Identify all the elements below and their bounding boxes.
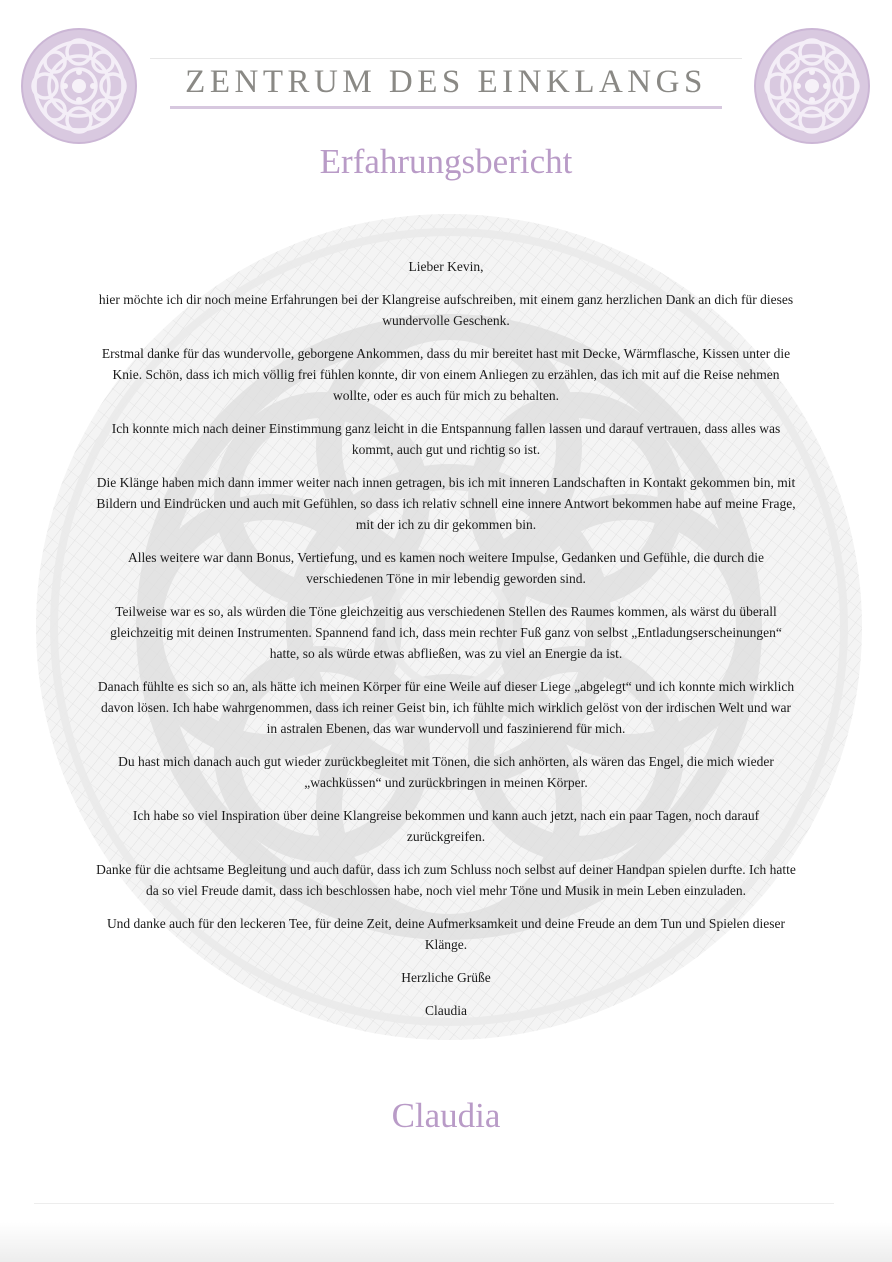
letter-paragraph: Du hast mich danach auch gut wieder zurückbegleitet mit Tönen, die sich anhörten, als wären das Engel, die mich wieder „wachküssen“ und zurückbringen in meinen Körper. [118, 754, 774, 790]
letter-paragraph: Erstmal danke für das wundervolle, geborgene Ankommen, dass du mir bereitet hast mit Decke, Wärmflasche, Kissen unter die Knie. Schön, dass ich mich völlig frei fühlen konnte, dir von einem Anliegen zu erzählen, das ich mit auf die Reise nehmen wollte, oder es auch für mich zu behalten. [101, 346, 791, 403]
letter-paragraph: Ich habe so viel Inspiration über deine Klangreise bekommen und kann auch jetzt, nach ein paar Tagen, noch darauf zurückgreifen. [132, 808, 760, 844]
footer-divider [34, 1203, 834, 1204]
letter-closing: Herzliche Grüße [401, 970, 491, 985]
letter-paragraph: hier möchte ich dir noch meine Erfahrungen bei der Klangreise aufschreiben, mit einem ganz herzlichen Dank an dich für dieses wundervolle Geschenk. [98, 292, 794, 328]
letter-paragraph: Alles weitere war dann Bonus, Vertiefung, und es kamen noch weitere Impulse, Gedanken und Gefühle, die durch die verschiedenen Töne in mir lebendig geworden sind. [128, 550, 764, 586]
letter-paragraph: Danach fühlte es sich so an, als hätte ich meinen Körper für eine Weile auf dieser Liege „abgelegt“ und ich konnte mich wirklich davon lösen. Ich habe wahrgenommen, dass ich reiner Geist bin, ich fühlte mich wirklich gelöst von der irdischen Welt und war in astralen Ebenen, das war wundervoll und faszinierend für mich. [97, 679, 795, 736]
signature-name: Claudia [391, 1096, 501, 1135]
letter-paragraph: Und danke auch für den leckeren Tee, für deine Zeit, deine Aufmerksamkeit und deine Freude an dem Tun und Spielen dieser Klänge. [106, 916, 786, 952]
header-top-divider [150, 58, 742, 59]
letter-body [96, 256, 796, 1033]
header-underline [170, 106, 722, 109]
letter-paragraph: Ich konnte mich nach deiner Einstimmung ganz leicht in die Entspannung fallen lassen und darauf vertrauen, dass alles was kommt, auch gut und richtig so ist. [111, 421, 781, 457]
letter-sender: Claudia [425, 1003, 467, 1018]
page-title: Erfahrungsbericht [319, 142, 573, 181]
page-bottom-shadow [0, 1222, 892, 1262]
letter-paragraph: Die Klänge haben mich dann immer weiter nach innen getragen, bis ich mit inneren Landschaften in Kontakt gekommen bin, mit Bildern und Eindrücken und auch mit Gefühlen, so dass ich relativ schnell eine innere Antwort bekommen habe auf meine Frage, mit der ich zu dir gekommen bin. [96, 475, 796, 532]
center-name: ZENTRUM DES EINKLANGS [185, 64, 707, 100]
letter-paragraph: Teilweise war es so, als würden die Töne gleichzeitig aus verschiedenen Stellen des Raumes kommen, als wärst du überall gleichzeitig mit deinen Instrumenten. Spannend fand ich, dass mein rechter Fuß ganz von selbst „Entladungserscheinungen“ hatte, so als würde etwas abfließen, was zu viel an Energie da ist. [110, 604, 782, 661]
mandala-emblem-icon [21, 28, 137, 144]
mandala-emblem-icon [754, 28, 870, 144]
letter-salutation: Lieber Kevin, [408, 259, 484, 274]
letter-paragraph: Danke für die achtsame Begleitung und auch dafür, dass ich zum Schluss noch selbst auf deiner Handpan spielen durfte. Ich hatte da so viel Freude damit, dass ich beschlossen habe, noch viel mehr Töne und Musik in mein Leben einzuladen. [96, 862, 796, 898]
